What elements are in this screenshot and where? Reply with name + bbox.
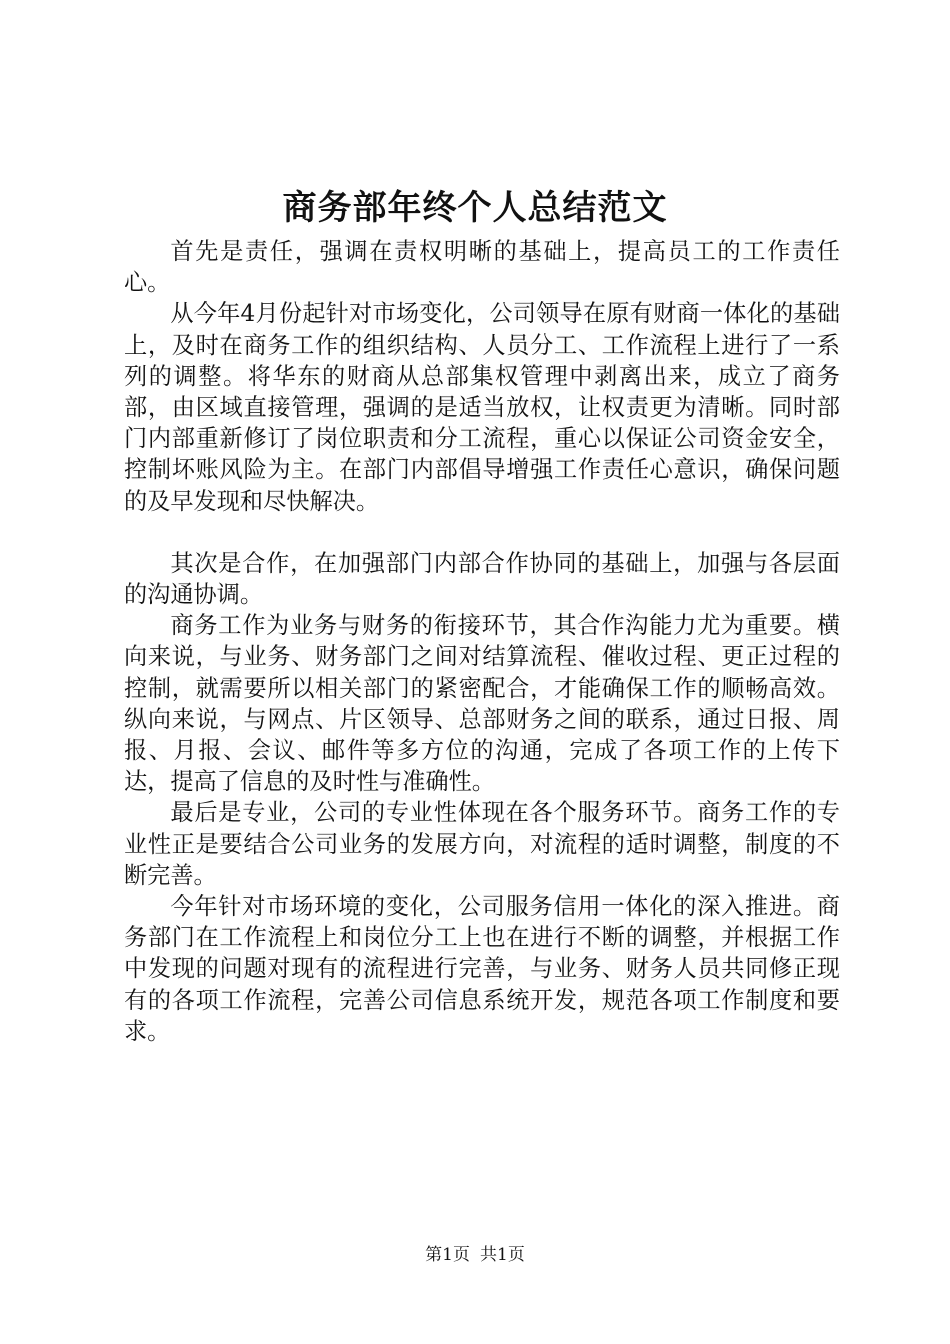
paragraph-responsibility-intro: 首先是责任，强调在责权明晰的基础上，提高员工的工作责任心。 (124, 238, 840, 297)
page-number: 第1页 (425, 1245, 470, 1265)
page-total: 共1页 (480, 1245, 525, 1265)
paragraph-professionalism-detail: 今年针对市场环境的变化，公司服务信用一体化的深入推进。商务部门在工作流程上和岗位分工上也在进行不断的调整，并根据工作中发现的问题对现有的流程进行完善，与业务、财务人员共同修正现有的各项工作流程，完善公司信息系统开发，规范各项工作制度和要求。 (124, 893, 840, 1045)
document-body (124, 236, 840, 1047)
document-title: 商务部年终个人总结范文 (282, 188, 668, 228)
paragraph-cooperation-detail: 商务工作为业务与财务的衔接环节，其合作沟能力尤为重要。横向来说，与业务、财务部门之间对结算流程、催收过程、更正过程的控制，就需要所以相关部门的紧密配合，才能确保工作的顺畅高效。纵向来说，与网点、片区领导、总部财务之间的联系，通过日报、周报、月报、会议、邮件等多方位的沟通，完成了各项工作的上传下达，提高了信息的及时性与准确性。 (124, 612, 840, 796)
page-footer (0, 1243, 950, 1267)
paragraph-responsibility-detail: 从今年4月份起针对市场变化，公司领导在原有财商一体化的基础上，及时在商务工作的组织结构、人员分工、工作流程上进行了一系列的调整。将华东的财商从总部集权管理中剥离出来，成立了商务部，由区域直接管理，强调的是适当放权，让权责更为清晰。同时部门内部重新修订了岗位职责和分工流程，重心以保证公司资金安全，控制坏账风险为主。在部门内部倡导增强工作责任心意识，确保问题的及早发现和尽快解决。 (124, 300, 840, 515)
paragraph-cooperation-intro: 其次是合作，在加强部门内部合作协同的基础上，加强与各层面的沟通协调。 (124, 549, 840, 609)
paragraph-professionalism-intro: 最后是专业，公司的专业性体现在各个服务环节。商务工作的专业性正是要结合公司业务的发展方向，对流程的适时调整，制度的不断完善。 (124, 799, 840, 889)
